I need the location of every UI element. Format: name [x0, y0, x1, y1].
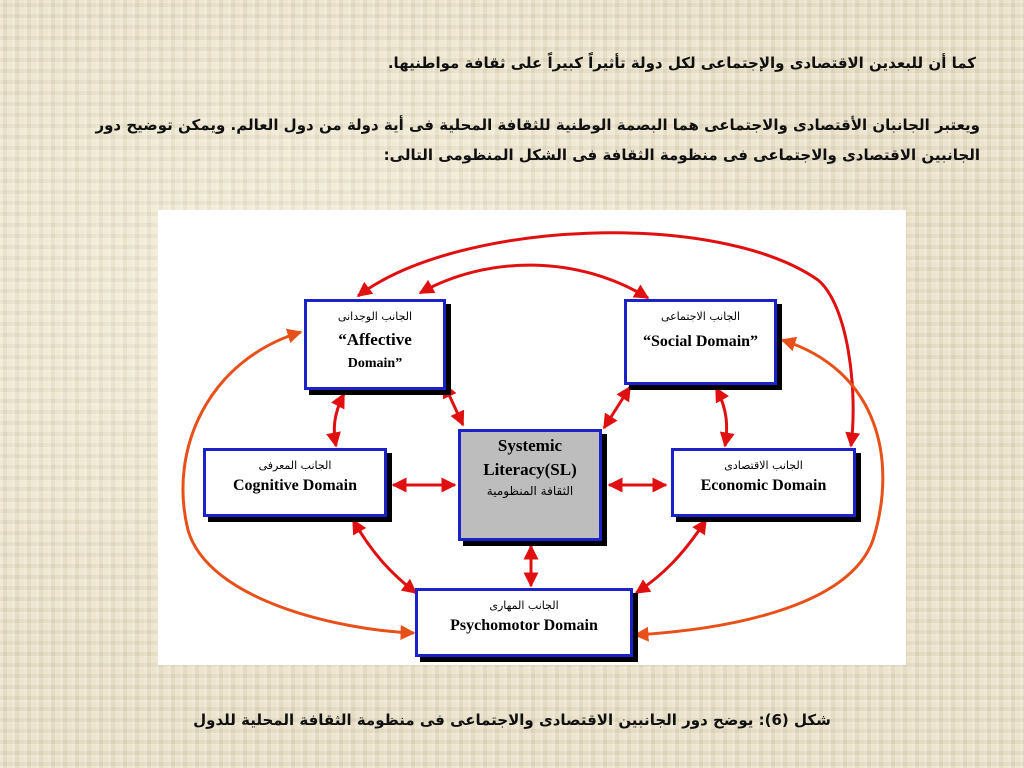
social-arabic-label: الجانب الاجتماعى — [660, 310, 741, 323]
psychomotor-english-label: Psychomotor Domain — [450, 617, 598, 634]
center-english-line-1: Systemic — [497, 436, 563, 455]
economic-domain-box — [671, 448, 856, 517]
affective-english-label-2: Domain” — [347, 356, 403, 371]
affective-arabic-label: الجانب الوجدانى — [337, 310, 413, 323]
systemic-literacy-box — [458, 429, 602, 541]
psychomotor-domain-box — [415, 588, 633, 657]
figure-caption: شكل (6): يوضح دور الجانبين الاقتصادى والاجتماعى فى منظومة الثقافة المحلية للدول — [193, 711, 831, 729]
center-arabic-label: الثقافة المنظومية — [486, 484, 574, 498]
arrow-affective-social-inner — [420, 265, 648, 298]
economic-english-label: Economic Domain — [700, 477, 827, 494]
arrow-affective-cognitive — [334, 394, 344, 446]
arrow-social-center — [604, 387, 630, 428]
arrow-affective-center — [444, 384, 463, 425]
text-line-1: كما أن للبعدين الاقتصادى والإجتماعى لكل دولة تأثيراً كبيراً على ثقافة مواطنيها. — [387, 54, 976, 72]
text-line-2: ويعتبر الجانبان الأقتصادى والاجتماعى هما البصمة الوطنية للثقافة المحلية فى أية دولة من دول العالم. ويمكن توضيح دور — [95, 116, 980, 134]
psychomotor-arabic-label: الجانب المهارى — [489, 599, 559, 612]
arrow-economic-psychomotor — [636, 520, 706, 593]
economic-arabic-label: الجانب الاقتصادى — [724, 459, 803, 472]
cognitive-arabic-label: الجانب المعرفى — [258, 459, 332, 472]
arrow-cognitive-psychomotor — [353, 520, 416, 593]
intro-paragraph-1 — [76, 48, 976, 78]
affective-domain-box — [304, 299, 446, 390]
cognitive-domain-box — [203, 448, 387, 517]
systemic-diagram — [158, 210, 906, 665]
center-english-line-2: Literacy(SL) — [483, 460, 577, 479]
social-english-label: “Social Domain” — [642, 333, 759, 350]
affective-english-label: “Affective — [338, 330, 412, 349]
arrow-social-economic — [716, 388, 727, 446]
text-line-3: الجانبين الاقتصادى والاجتماعى فى منظومة الثقافة فى الشكل المنظومى التالى: — [383, 146, 980, 164]
intro-paragraph-2 — [80, 110, 980, 170]
cognitive-english-label: Cognitive Domain — [233, 477, 357, 494]
social-domain-box — [624, 299, 777, 385]
